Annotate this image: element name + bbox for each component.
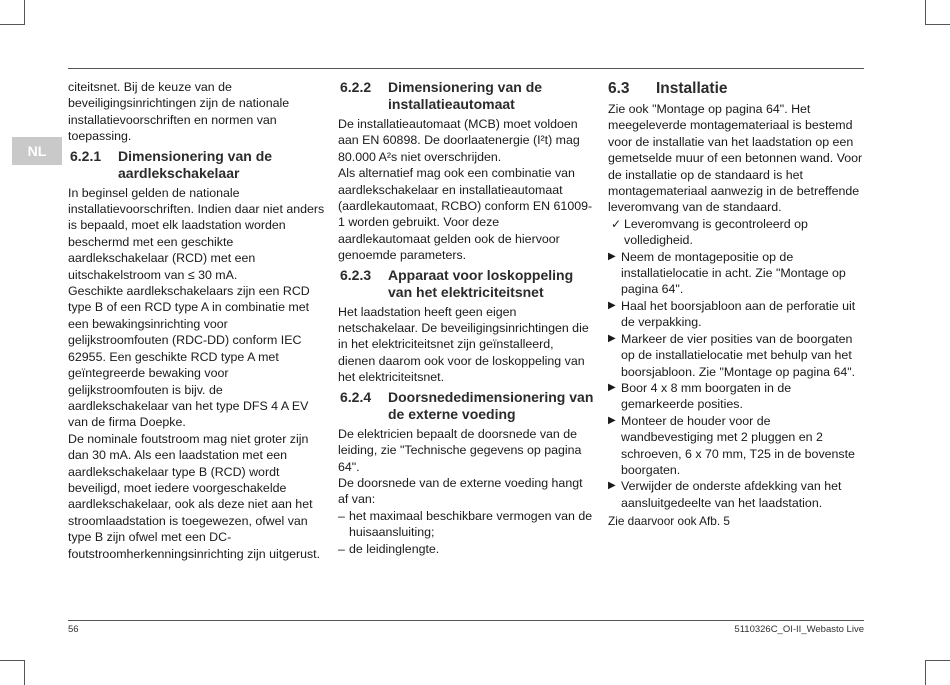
step-item: [608, 413, 866, 479]
section-number: 6.2.3: [340, 266, 372, 283]
step-item: [608, 331, 866, 380]
paragraph: De elektricien bepaalt de doorsnede van de leiding, zie "Technische gegevens op pagina 64".: [338, 426, 582, 474]
checklist-item-text: Leveromvang is gecontroleerd op volledigheid.: [624, 216, 808, 248]
step-text: Neem de montagepositie op de installatielocatie in acht. Zie "Montage op pagina 64".: [621, 249, 846, 297]
step-text: Verwijder de onderste afdekking van het aansluitgedeelte van het laadstation.: [621, 479, 842, 510]
arrow-icon: ▶: [608, 332, 616, 344]
step-text: Boor 4 x 8 mm boorgaten in de gemarkeerde posities.: [621, 380, 792, 412]
paragraph: De installatieautomaat (MCB) moet voldoen aan EN 60898. De doorlaatenergie (I²t) mag 80.000 A²s niet overschrijden.: [338, 117, 580, 164]
section-title: Installatie: [656, 80, 728, 97]
column-3: [608, 79, 866, 530]
crop-mark-top-right: [925, 0, 950, 25]
crop-mark-bottom-right: [925, 660, 950, 685]
column-2: [338, 79, 594, 557]
arrow-icon: ▶: [608, 414, 616, 426]
document-id: 5110326C_OI-II_Webasto Live: [734, 624, 864, 635]
paragraph: De nominale foutstroom mag niet groter zijn dan 30 mA. Als een laadstation met een aardlekschakelaar type B (RCD) wordt beveiligd, moet iedere voorgeschakelde aardlekschakelaar, ook als deze niet aan het stroomlaadstation is toegewezen, ofwel van type B zijn ofwel met een DC-foutstroomherkenningsinrichting zijn uitgerust.: [68, 431, 321, 561]
section-heading-6-3: [608, 79, 866, 99]
paragraph: Als alternatief mag ook een combinatie van aardlekschakelaar en installatieautomaat (aardlekautomaat, RCBO) conform EN 61009-1 worden gebruikt. Voor deze aardlekautomaat gelden ook de hiervoor genoemde parameters.: [338, 166, 593, 263]
dash-marker: –: [338, 541, 345, 556]
paragraph: Het laadstation heeft geen eigen netschakelaar. De beveiligingsinrichtingen die in het elektriciteitsnet zijn geïnstalleerd, dienen daarom ook voor de loskoppeling van het elektriciteitsnet.: [338, 304, 589, 385]
paragraph: De doorsnede van de externe voeding hangt af van:: [338, 475, 583, 507]
paragraph: Geschikte aardlekschakelaars zijn een RCD type B of een RCD type A in combinatie met een bewakingsinrichting voor gelijkstroomfouten (RDC-DD) conform IEC 62955. Een geschikte RCD type A met geïntegreerde bewaking voor gelijkstroomfouten is bijv. de aardlekschakelaar van het type DFS 4 A EV van de firma Doepke.: [68, 284, 310, 430]
section-number: 6.2.2: [340, 79, 372, 95]
section-heading-6-2-2: [338, 79, 594, 113]
paragraph: In beginsel gelden de nationale installatievoorschriften. Indien daar niet anders is bepaald, moet elk laadstation worden beschermd met een geschikte aardlekschakelaar (RCD) met een uitschakelstroom van ≤ 30 mA.: [68, 185, 325, 282]
section-title: Dimensionering van de installatieautomaat: [388, 79, 543, 112]
crop-mark-bottom-left: [0, 660, 25, 685]
step-text: Markeer de vier posities van de boorgaten op de installatielocatie met behulp van het boorsjabloon. Zie "Montage op pagina 64".: [621, 331, 856, 379]
arrow-icon: ▶: [608, 299, 616, 311]
section-number: 6.2.4: [340, 388, 372, 405]
check-icon: ✓: [611, 216, 622, 231]
intro-paragraph: citeitsnet. Bij de keuze van de beveiligingsinrichtingen zijn de nationale installatievoorschriften en normen van toepassing.: [68, 80, 290, 144]
paragraph: Zie ook "Montage op pagina 64". Het meegeleverde montagemateriaal is bestemd voor de installatie van het laadstation op een gemetselde muur of een betonnen wand. Voor de installatie op de standaard is het montagemateriaal aanwezig in de betreffende leveromvang van de standaard.: [608, 102, 863, 215]
step-text: Haal het boorsjabloon aan de perforatie uit de verpakking.: [621, 298, 856, 330]
step-item: [608, 478, 866, 511]
section-number: 6.2.1: [70, 147, 102, 164]
arrow-icon: ▶: [608, 250, 616, 262]
section-number: 6.3: [608, 80, 630, 97]
step-text: Monteer de houder voor de wandbevestiging met 2 pluggen en 2 schroeven, 6 x 70 mm, T25 in de bovenste boorgaten.: [621, 413, 855, 477]
page-number: 56: [68, 624, 79, 635]
figure-reference: Zie daarvoor ook Afb. 5: [608, 514, 730, 529]
list-item: [338, 508, 594, 541]
step-item: [608, 380, 866, 413]
section-title: Dimensionering van de aardlekschakelaar: [118, 147, 273, 181]
crop-mark-top-left: [0, 0, 25, 25]
dash-marker: –: [338, 508, 345, 523]
header-rule: [68, 68, 864, 69]
list-item-text: het maximaal beschikbare vermogen van de huisaansluiting;: [349, 508, 593, 540]
section-heading-6-2-4: [338, 389, 594, 423]
footer-rule: [68, 620, 864, 621]
section-title: Apparaat voor loskoppeling van het elektriciteitsnet: [388, 266, 574, 300]
section-heading-6-2-3: [338, 267, 594, 301]
list-item: [338, 541, 594, 557]
column-1: [68, 79, 326, 562]
arrow-icon: ▶: [608, 381, 616, 393]
step-item: [608, 249, 866, 298]
arrow-icon: ▶: [608, 480, 616, 492]
section-title: Doorsnededimensionering van de externe voeding: [388, 388, 594, 422]
checklist-item: [608, 216, 866, 249]
language-tab: NL: [12, 137, 62, 165]
step-item: [608, 298, 866, 331]
section-heading-6-2-1: [68, 148, 326, 182]
list-item-text: de leidinglengte.: [349, 541, 440, 556]
